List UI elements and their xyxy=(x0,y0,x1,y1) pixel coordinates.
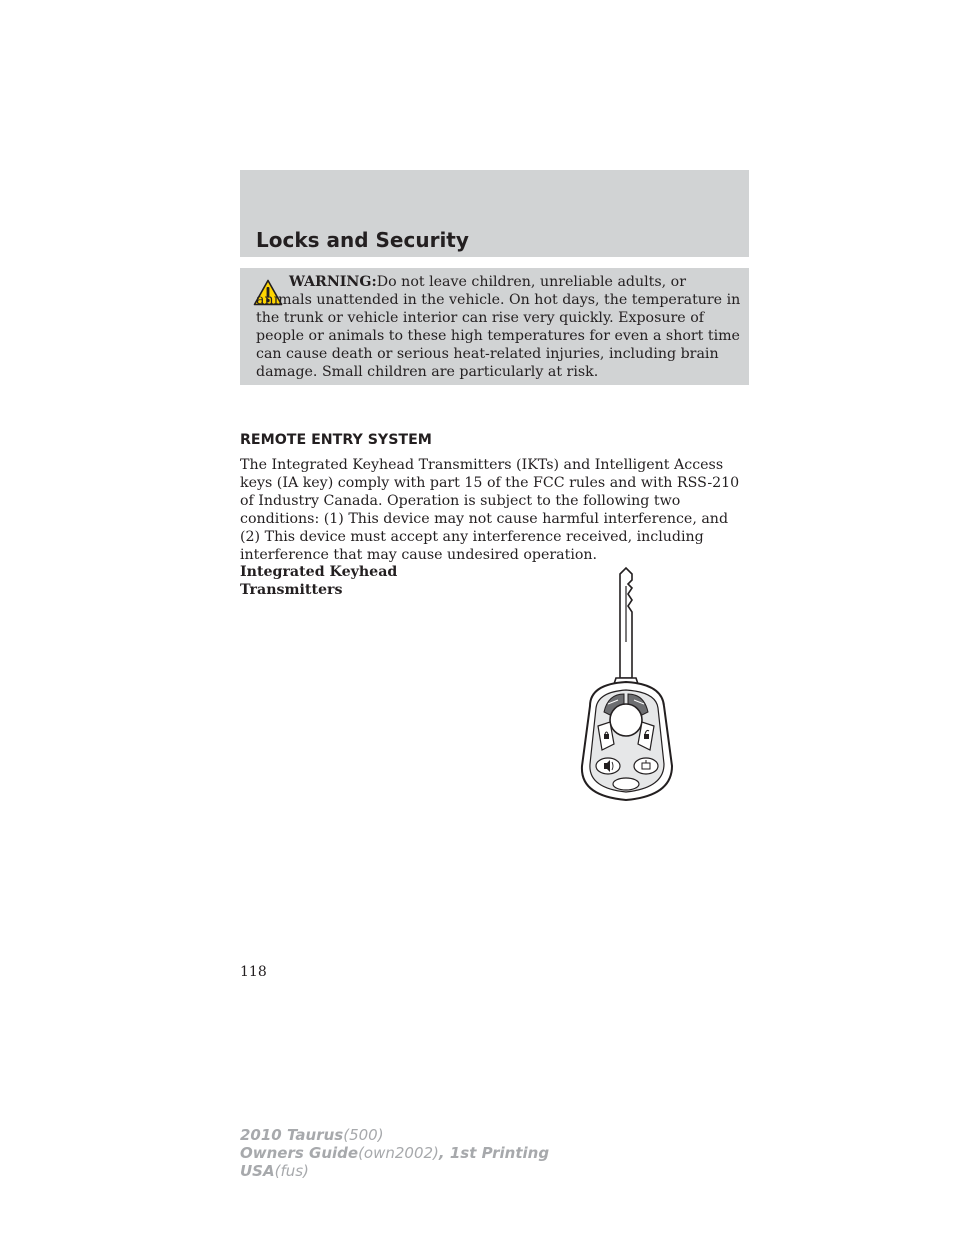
page-title: Locks and Security xyxy=(256,228,469,252)
footer xyxy=(240,1126,549,1180)
section-heading: REMOTE ENTRY SYSTEM xyxy=(240,432,432,448)
keyhead-transmitter-icon xyxy=(568,566,688,806)
footer-line-3: USA(fus) xyxy=(240,1162,309,1180)
footer-line-2: Owners Guide(own2002), 1st Printing xyxy=(240,1144,550,1162)
warning-text xyxy=(256,273,741,382)
page-number: 118 xyxy=(240,964,267,980)
footer-line-1: 2010 Taurus(500) xyxy=(240,1126,384,1144)
warning-label: WARNING: xyxy=(289,274,377,290)
sub-heading: Integrated Keyhead Transmitters xyxy=(240,564,398,598)
warning-body: Do not leave children, unreliable adults, or animals unattended in the vehicle. On hot days, the temperature in the trunk or vehicle interior can rise very quickly. Exposure of people or animals to these high temperatures for even a short time can cause death or serious heat-related injuries, including brain damage. Small children are particularly at risk. xyxy=(256,274,741,381)
body-paragraph: The Integrated Keyhead Transmitters (IKTs) and Intelligent Access keys (IA key) comply with part 15 of the FCC rules and with RSS-210 of Industry Canada. Operation is subject to the following two conditions: (1) This device may not cause harmful interference, and (2) This device must accept any interference received, including interference that may cause undesired operation. xyxy=(240,457,740,564)
